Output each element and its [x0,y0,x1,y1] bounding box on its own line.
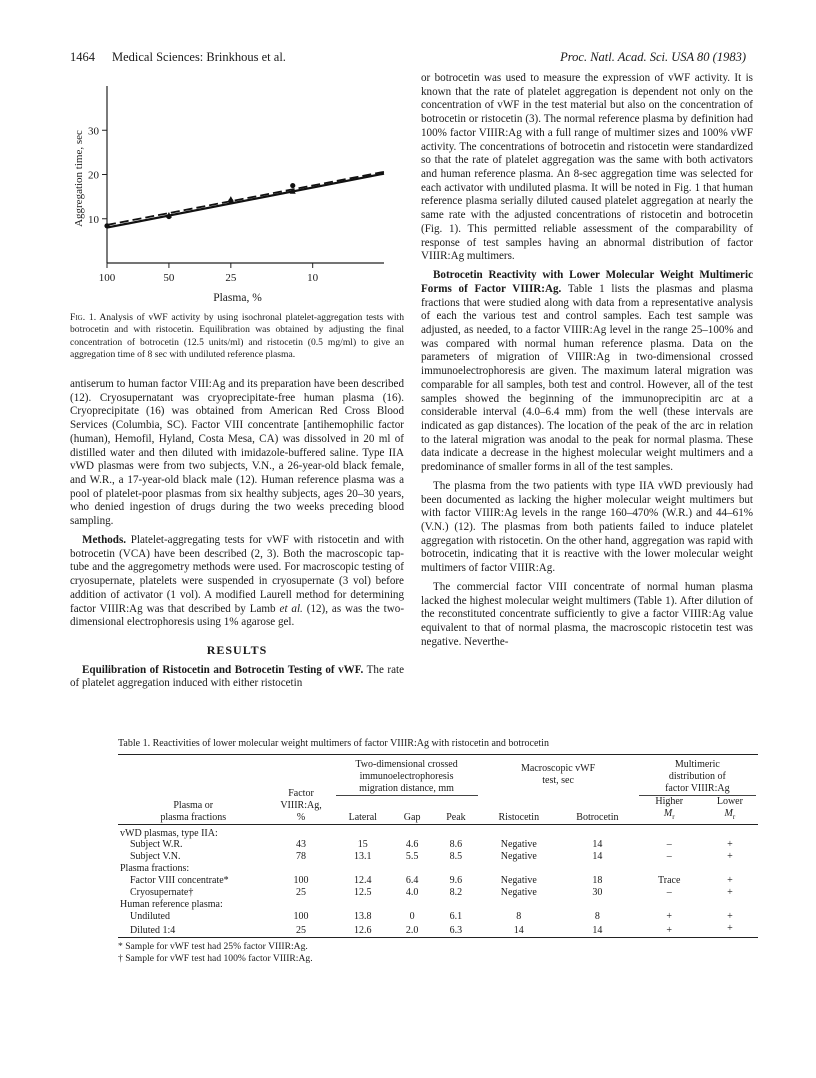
right-paragraph-2-text: Table 1 lists the plasmas and plasma fractions that were studied along with data from a representative analysis of each the various test and control samples. Each test sample was adjusted, as needed, to a factor VIIIR:Ag level in the range 25–100% and was compared with normal human reference plasma. Data on the parameters of migration of VIIIR:Ag in two-dimensional crossed immunoelectrophoresis are given. The maximum lateral migration was comparable for all samples, both test and control. However, all of the test samples showed the beginning of the immunoprecipitin arc at a considerable interval (4.0–6.4 mm) from the well (these intervals are indicated as gap distances). The location of the peak of the arc in relation to the lateral migration was anodal to the peak for normal plasma. These data indicate a decrease in the highest molecular weight multimers and a predominance of smaller forms in all of the test samples. [421,282,753,474]
table-cell: 12.6 [354,924,372,936]
table-cell: Negative [500,875,537,887]
header-twod-1: Two-dimensional crossed [355,759,458,770]
table-cell: 13.1 [354,851,372,863]
header-botrocetin: Botrocetin [576,811,619,823]
x-tick-label: 50 [163,272,175,284]
table-cell: 14 [592,851,603,863]
header-higher-mr-sub: r [672,812,675,821]
table-1-title: Table 1. Reactivities of lower molecular weight multimers of factor VIIIR:Ag with ristocetin and botrocetin [118,738,549,749]
table-footnote-1: * Sample for vWF test had 25% factor VIIIR:Ag. [118,940,308,952]
table-cell: 14 [513,924,524,936]
table-cell: – [666,887,672,899]
caption-text: Analysis of vWF activity by using isochronal platelet-aggregation tests with botrocetin and with ristocetin. Equilibration was obtained by adjusting the final concentration of botrocetin (12.5 units/ml) and ristocetin (0.5 mg/ml) to give an aggregation time of 8 sec with undiluted reference plasma. [70,312,404,361]
header-peak: Peak [446,811,466,823]
table-cell: + [727,875,733,887]
table-cell: 9.6 [449,875,463,887]
header-twod-3: migration distance, mm [336,783,478,796]
table-cell: + [727,839,733,851]
x-tick-label: 25 [225,272,237,284]
table-group-row [118,863,758,875]
table-cell: 78 [296,851,306,863]
header-gap: Gap [403,811,421,823]
table-cell [334,863,392,875]
row-label: Undiluted [130,910,170,922]
equilibration-text: The rate of platelet aggregation induced with either ristocetin [70,663,405,690]
table-footnote-2: † Sample for vWF test had 100% factor VIIIR:Ag. [118,952,313,964]
data-point-circle [290,183,295,188]
table-cell: 25 [296,887,306,899]
table-cell [480,863,559,875]
table-cell [268,824,333,839]
table-row [118,911,758,923]
header-macro-2: test, sec [542,775,574,787]
table-cell: 8.2 [449,887,463,899]
table-cell: 5.5 [405,851,419,863]
table-cell: Negative [500,839,537,851]
table-row [118,887,758,899]
table-cell: Negative [500,851,537,863]
row-label: Subject W.R. [130,839,183,851]
caption-label: Fig. 1. [70,312,97,323]
header-macro-1: Macroscopic vWF [521,763,596,775]
table-cell [392,824,432,839]
table-cell: 25 [296,924,306,936]
data-point-circle [104,223,109,228]
table-cell: + [727,851,733,863]
table-cell: 100 [293,875,309,887]
right-column [421,72,753,649]
table-cell: 15 [357,839,368,851]
table-row [118,839,758,851]
methods-paragraph [70,534,404,630]
y-tick-label: 10 [88,213,99,226]
table-row [118,875,758,887]
table-cell: 30 [592,887,603,899]
table-cell: 18 [592,875,603,887]
table-cell [334,899,392,911]
equilibration-heading: Equilibration of Ristocetin and Botrocetin Testing of vWF. [82,663,364,676]
table-cell: Negative [500,887,537,899]
botrocetin-heading: Botrocetin Reactivity with Lower Molecular Weight Multimeric Forms of Factor VIIIR:Ag. [421,269,753,295]
header-factor-2: VIIIR:Ag, [280,799,322,811]
table-cell [702,863,758,875]
y-tick-label: 30 [88,125,99,138]
table-cell: 8.5 [449,851,463,863]
table-row [118,923,758,937]
table-cell: + [727,910,733,922]
journal-citation: Proc. Natl. Acad. Sci. USA 80 (1983) [560,50,746,64]
table-cell [268,863,333,875]
table-cell [558,824,637,839]
table-cell: 6.1 [449,910,463,922]
table-cell [558,863,637,875]
header-higher-mr: M [663,807,673,819]
row-label: Plasma fractions: [120,863,190,875]
equilibration-paragraph [70,664,404,691]
data-point-triangle [228,196,234,202]
table-cell [432,863,479,875]
table-cell: 8 [516,910,522,922]
table-cell: 4.6 [405,839,419,851]
row-label: Factor VIII concentrate* [130,875,229,887]
data-table [118,754,758,938]
header-plasma-1: Plasma or [173,799,214,811]
table-cell: 6.3 [449,924,463,936]
table-cell [480,899,559,911]
running-title: Medical Sciences: Brinkhous et al. [112,50,286,64]
header-multi-1: Multimeric [674,759,720,770]
x-tick-label: 10 [307,272,319,284]
table-cell [702,899,758,911]
table-cell: 8.6 [449,839,463,851]
header-lower-mr-sub: r [732,812,736,821]
header-lower-mr: M [724,807,733,819]
header-multi-2: distribution of [668,770,726,782]
table-cell [480,824,559,839]
table-cell: + [727,922,733,934]
table-cell [392,863,432,875]
row-label: Subject V.N. [130,851,181,863]
table-cell: + [666,924,673,936]
table-cell: Trace [658,875,681,887]
y-tick-label: 20 [88,169,99,182]
figure-1-chart [70,72,390,308]
right-paragraph-3: The plasma from the two patients with type IIA vWD previously had been documented as lacking the higher molecular weight multimers but with factor VIIIR:Ag levels in the range 160–470% (W.R.) and 44–61% (V.N.) (12). The plasmas from both patients failed to induce platelet aggregation with ristocetin. On the other hand, aggregation was rapid with botrocetin, indicating that it is reactive with the lower molecular weight multimers of factor VIIIR:Ag. [421,479,753,575]
header-ristocetin: Ristocetin [498,811,540,823]
x-axis-label: Plasma, % [213,292,262,304]
results-heading: RESULTS [206,642,268,657]
methods-text-b: (12), as was the two-dimensional electrophoresis using 1% agarose gel. [70,602,405,629]
table-cell [558,899,637,911]
series-line-dashed [107,172,384,225]
table-cell: 14 [592,839,603,851]
table-cell: 0 [409,910,415,922]
table-cell: 4.0 [405,887,419,899]
table-cell: 2.0 [405,924,419,936]
figure-1-caption [70,312,404,362]
table-cell: 100 [293,910,309,922]
row-label: vWD plasmas, type IIA: [120,827,218,839]
left-column [70,378,404,691]
materials-paragraph: antiserum to human factor VIII:Ag and its preparation have been described (12). Cryosupernatant was cryoprecipitate-free human plasma (16). Cryoprecipitate (16) was obtained from American Red Cross Blood Services (Columbia, SC). Factor VIII concentrate [antihemophilic factor (human), Hemofil, Hyland, Costa Mesa, CA) was dissolved in 20 ml of distilled water and then diluted with imidazole-buffered saline. Type IIA vWD plasmas were from two subjects, V.N., a 26-year-old black female, and W.R., a 17-year-old black male (12). Human reference plasma was a pool of platelet-poor plasmas from six healthy subjects, ages 20–30 years, who denied ingestion of drugs during the two weeks preceding blood sampling. [70,378,404,528]
right-paragraph-4: The commercial factor VIII concentrate of normal human plasma lacked the highest molecular weight multimers (Table 1). After dilution of the reconstituted concentrate sufficiently to give a factor VIIIR:Ag value equivalent to that of normal plasma, the macroscopic ristocetin test was negative. Neverthe- [421,580,753,648]
header-multi-3: factor VIIIR:Ag [639,783,756,796]
methods-heading: Methods. [82,533,127,546]
y-axis-label: Aggregation time, sec [73,130,85,227]
series-line-solid [107,174,384,228]
table-cell: 14 [592,924,603,936]
header-lateral: Lateral [348,811,377,823]
table-group-row [118,899,758,911]
methods-etal: et al. [279,602,303,615]
header-lower: Lower [716,795,743,807]
table-cell [432,824,479,839]
table-cell [637,899,702,911]
row-label: Human reference plasma: [120,898,223,910]
table-cell: + [727,887,733,899]
table-cell: 12.5 [354,887,372,899]
table-cell: + [666,910,673,922]
table-row [118,851,758,863]
table-cell [702,824,758,839]
table-group-row [118,824,758,839]
header-plasma-2: plasma fractions [160,811,227,823]
table-cell: 12.4 [354,875,372,887]
right-paragraph-1: or botrocetin was used to measure the expression of vWF activity. It is known that the rate of platelet aggregation is dependent not only on the concentration of vWF in the test material but also on the concentration of botrocetin or ristocetin (3). The normal reference plasma by definition had 100% factor VIIIR:Ag with a full range of multimer sizes and 100% vWF activity. The concentrations of botrocetin and ristocetin were standardized so that the rate of platelet aggregation was the same with both activators and human reference plasma. An 8-sec aggregation time was selected for each activator with undiluted plasma. It will be noted in Fig. 1 that human reference plasma serially diluted caused platelet aggregation at nearly the same rate with the adjusted concentrations of ristocetin and botrocetin (Fig. 1). This permitted reliable assessment of the comparability of response of test samples having an abnormal distribution of factor VIIIR:Ag multimers. [421,72,753,263]
header-higher: Higher [655,795,684,807]
table-cell: 43 [296,839,306,851]
header-twod-2: immunoelectrophoresis [359,770,454,782]
header-factor-1: Factor [288,787,314,799]
right-paragraph-2 [421,269,753,475]
table-1 [118,754,758,965]
row-label: Diluted 1:4 [130,924,176,936]
table-cell: 13.8 [354,910,372,922]
row-label: Cryosupernate† [130,887,194,899]
methods-text-a: Platelet-aggregating tests for vWF with ristocetin and with botrocetin (VCA) have been described (2, 3). Both the macroscopic tap-tube and the aggregometry methods were used. For macroscopic testing of cryosupernate, platelets were suspended in cryosupernate (3 vol) before addition of activator (1 vol). A modified Laurell method for determining factor VIIIR:Ag was that described by Lamb [70,533,404,615]
table-cell: – [666,839,672,851]
table-cell: 8 [594,910,600,922]
table-cell: – [666,851,672,863]
table-cell [392,899,432,911]
table-cell [637,824,702,839]
table-cell [637,863,702,875]
header-factor-3: % [296,811,306,823]
x-tick-label: 100 [98,272,116,284]
table-cell: 6.4 [405,875,419,887]
table-cell [334,824,392,839]
table-cell [432,899,479,911]
page-number: 1464 [70,50,95,64]
table-cell [268,899,333,911]
